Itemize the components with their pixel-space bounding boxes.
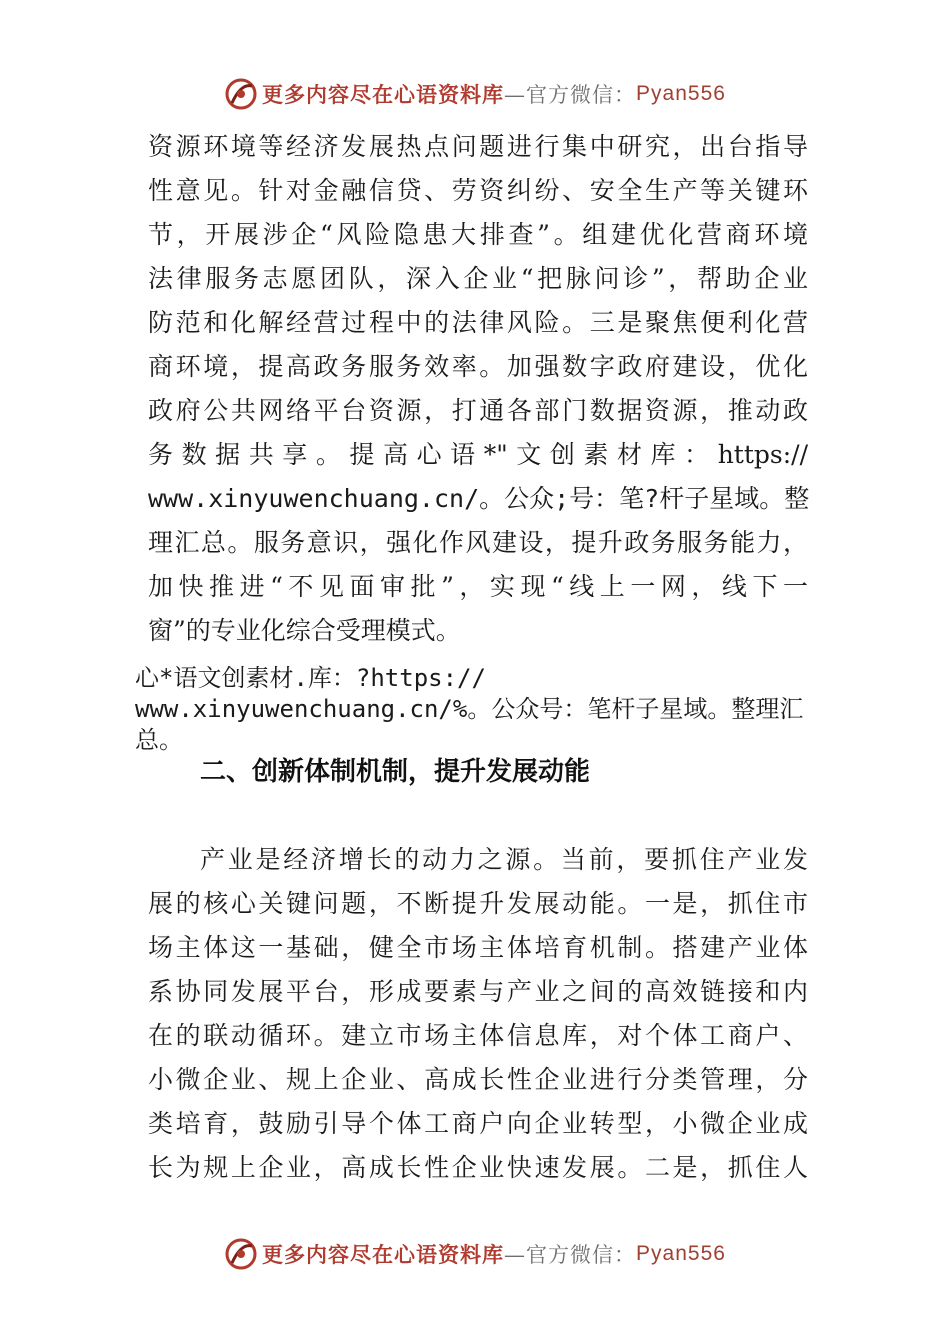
watermark-line: 总。 xyxy=(135,726,183,754)
watermark-line: www.xinyuwenchuang.cn/%。公众号：笔杆子星域。整理汇 xyxy=(135,695,804,723)
text-line: 在的联动循环。建立市场主体信息库，对个体工商户、 xyxy=(148,1021,808,1050)
header-banner xyxy=(0,72,950,116)
footer-banner xyxy=(0,1232,950,1276)
text-line: 加快推进“不见面审批”，实现“线上一网，线下一 xyxy=(148,572,808,601)
text-line: 政府公共网络平台资源，打通各部门数据资源，推动政 xyxy=(148,396,808,425)
watermark-line: 心*语文创素材.库：?https:// xyxy=(135,664,486,692)
text-line: 法律服务志愿团队，深入企业“把脉问诊”，帮助企业 xyxy=(148,264,808,293)
logo-icon xyxy=(224,77,258,111)
text-line: 产业是经济增长的动力之源。当前，要抓住产业发 xyxy=(200,845,808,874)
text-line: 长为规上企业，高成长性企业快速发展。二是，抓住人 xyxy=(148,1153,808,1182)
banner-title: 更多内容尽在心语资料库 xyxy=(262,82,505,107)
text-line: 窗”的专业化综合受理模式。 xyxy=(148,616,461,645)
text-line: 小微企业、规上企业、高成长性企业进行分类管理，分 xyxy=(148,1065,808,1094)
text-line: 展的核心关键问题，不断提升发展动能。一是，抓住市 xyxy=(148,889,808,918)
banner-title: 更多内容尽在心语资料库 xyxy=(262,1242,505,1267)
text-line: 场主体这一基础，健全市场主体培育机制。搭建产业体 xyxy=(148,933,808,962)
logo-icon xyxy=(224,1237,258,1271)
text-line: 资源环境等经济发展热点问题进行集中研究，出台指导 xyxy=(148,132,808,161)
banner-wechat-id: Pyan556 xyxy=(636,82,726,105)
text-line: 务数据共享。提高心语*"文创素材库：https:// xyxy=(148,440,808,469)
text-line: www.xinyuwenchuang.cn/。公众;号：笔?杆子星域。整 xyxy=(148,484,810,513)
text-line: 性意见。针对金融信贷、劳资纠纷、安全生产等关键环 xyxy=(148,176,808,205)
text-line: 防范和化解经营过程中的法律风险。三是聚焦便利化营 xyxy=(148,308,808,337)
text-line: 系协同发展平台，形成要素与产业之间的高效链接和内 xyxy=(148,977,808,1006)
text-line: 理汇总。服务意识，强化作风建设，提升政务服务能力， xyxy=(148,528,808,557)
text-line: 类培育，鼓励引导个体工商户向企业转型，小微企业成 xyxy=(148,1109,808,1138)
banner-wechat-label: —官方微信： xyxy=(504,1243,637,1267)
text-line: 节，开展涉企“风险隐患大排查”。组建优化营商环境 xyxy=(148,220,808,249)
section-heading: 二、创新体制机制，提升发展动能 xyxy=(200,757,591,787)
text-line: 商环境，提高政务服务效率。加强数字政府建设，优化 xyxy=(148,352,808,381)
banner-wechat-id: Pyan556 xyxy=(636,1242,726,1265)
banner-wechat-label: —官方微信： xyxy=(504,83,637,107)
